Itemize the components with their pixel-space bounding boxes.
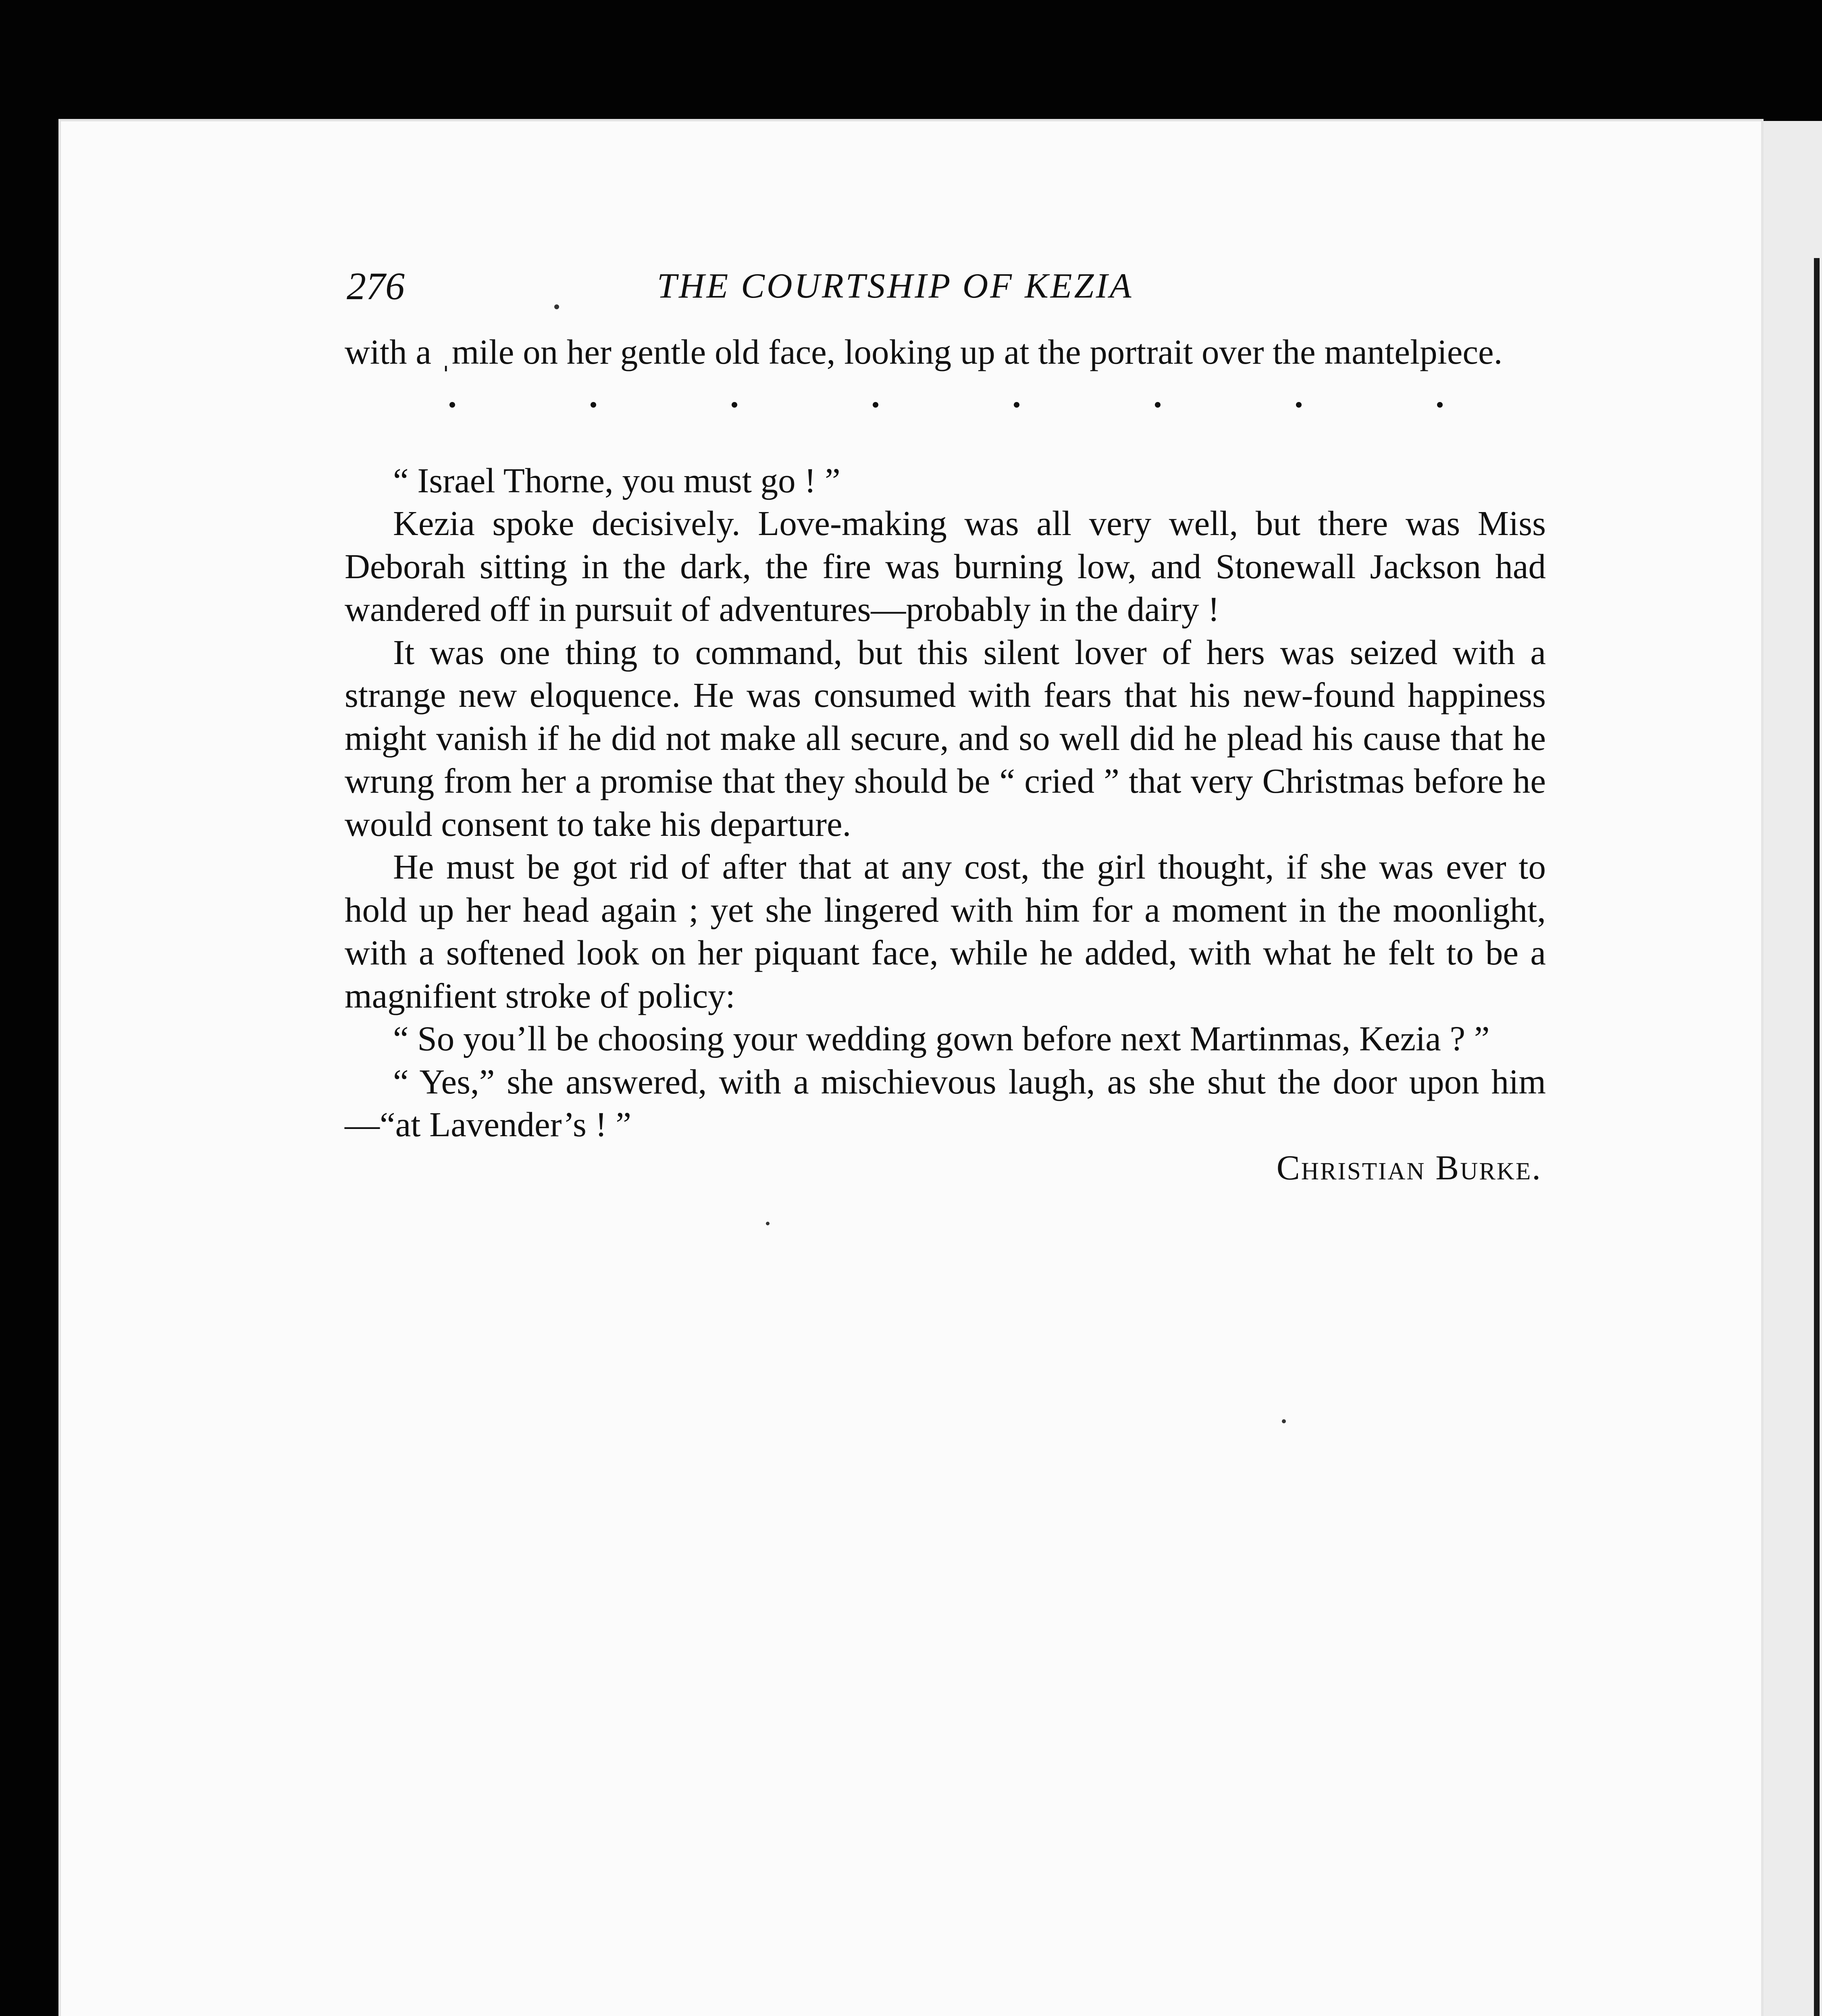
paragraph: It was one thing to command, but this silent lover of hers was seized with a strange new eloquence. He was consumed with fears that his new-found happiness might vanish if he did not make all secure, and so well did he plead his cause that he wrung from her a promise that they should be “ cried ” that very Christmas before he would consent to take his departure. bbox=[345, 632, 1546, 843]
paragraph: with a ˌmile on her gentle old face, looking up at the portrait over the mantelpiece. bbox=[345, 332, 1503, 371]
ellipsis-dot bbox=[1437, 402, 1443, 408]
ellipsis-dot bbox=[1014, 402, 1019, 408]
ellipsis-dot bbox=[449, 402, 455, 408]
paragraph: He must be got rid of after that at any cost, the girl thought, if she was ever to hold up her head again ; yet she lingered with him for a moment in the moonlight, with a softened look on her piquant face, while he added, with what he felt to be a magnifient stroke of policy: bbox=[345, 847, 1546, 1015]
paragraph: “ Israel Thorne, you must go ! ” bbox=[393, 460, 840, 500]
running-head bbox=[347, 260, 1556, 312]
running-title: THE COURTSHIP OF KEZIA bbox=[657, 267, 1134, 306]
page-edge-line bbox=[1814, 258, 1820, 2016]
scan-speck bbox=[766, 1222, 770, 1225]
body-text bbox=[345, 331, 1546, 1189]
author-signature: Christian Burke. bbox=[1276, 1148, 1542, 1187]
paragraph: “ Yes,” she answered, with a mischievous laugh, as she shut the door upon him—“at Lavender’s ! ” bbox=[345, 1062, 1546, 1144]
page-number: 276 bbox=[347, 264, 405, 308]
paragraph: Kezia spoke decisively. Love-making was all very well, but there was Miss Deborah sitting in the dark, the fire was burning low, and Stonewall Jackson had wandered off in pursuit of adventures—probably in the dairy ! bbox=[345, 504, 1546, 629]
ellipsis-dot bbox=[591, 402, 596, 408]
ellipsis-dot bbox=[1155, 402, 1161, 408]
paragraph: “ So you’ll be choosing your wedding gown before next Martinmas, Kezia ? ” bbox=[393, 1019, 1490, 1058]
section-break bbox=[345, 374, 1546, 459]
ellipsis-dot bbox=[732, 402, 737, 408]
ellipsis-dot bbox=[1296, 402, 1302, 408]
page-edge bbox=[1761, 121, 1822, 2016]
scan-speck bbox=[1282, 1419, 1286, 1423]
ellipsis-dot bbox=[873, 402, 878, 408]
scan-speck bbox=[554, 304, 559, 309]
